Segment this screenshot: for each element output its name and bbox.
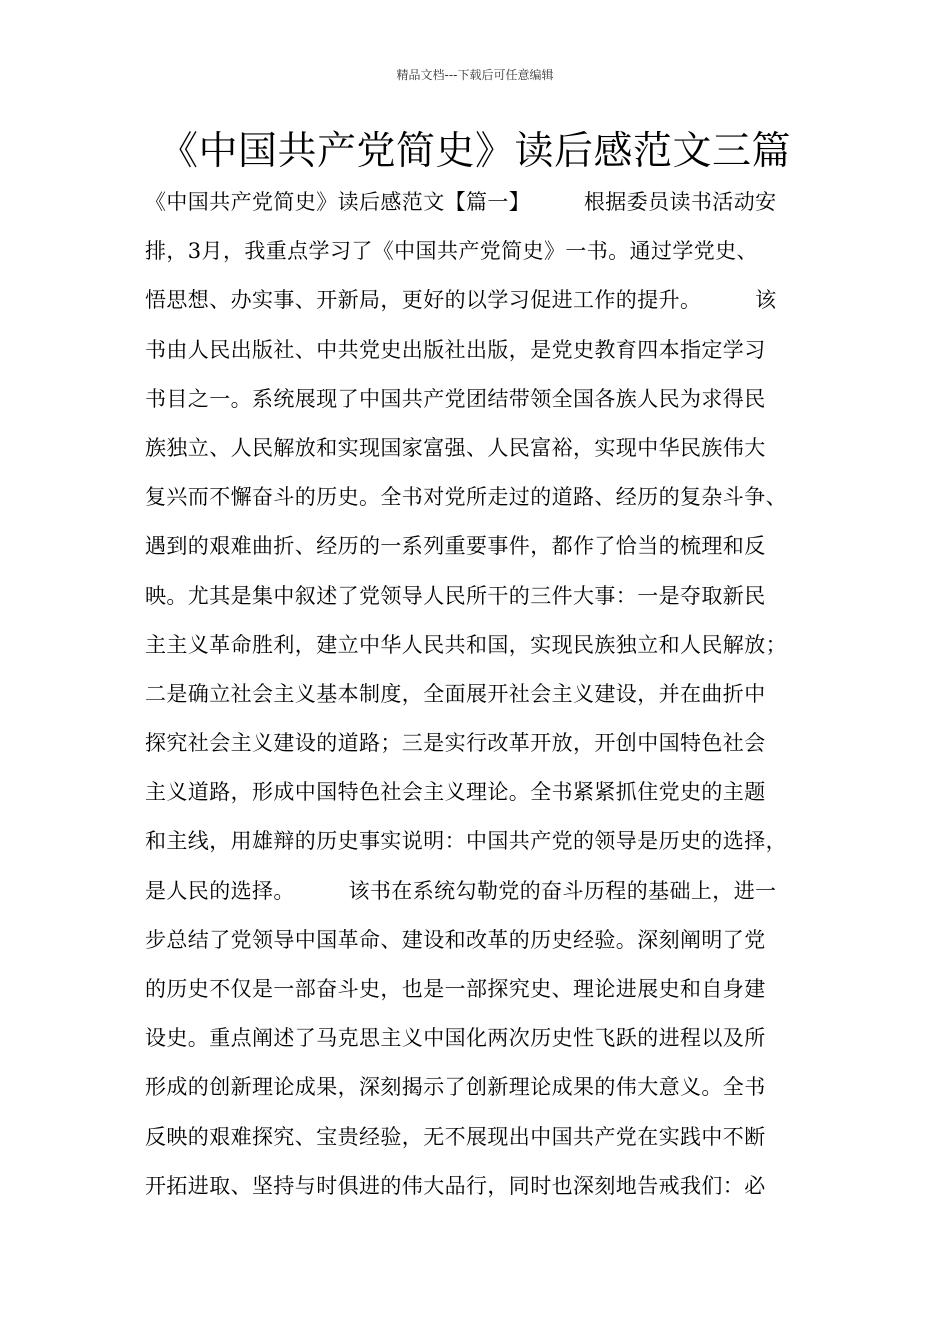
body-line: 书由人民出版社、中共党史出版社出版，是党史教育四本指定学习	[145, 337, 766, 362]
body-line: 反映的艰难探究、宝贵经验，无不展现出中国共产党在实践中不断	[145, 1124, 766, 1149]
body-line: 设史。重点阐述了马克思主义中国化两次历史性飞跃的进程以及所	[145, 1026, 766, 1051]
body-line: 的历史不仅是一部奋斗史，也是一部探究史、理论进展史和自身建	[145, 977, 766, 1001]
body-line: 遇到的艰难曲折、经历的一系列重要事件，都作了恰当的梳理和反	[145, 534, 766, 559]
body-line: 步总结了党领导中国革命、建设和改革的历史经验。深刻阐明了党	[145, 927, 766, 952]
body-line: 和主线，用雄辩的历史事实说明：中国共产党的领导是历史的选择，	[145, 829, 787, 854]
body-line: 排，3月，我重点学习了《中国共产党简史》一书。通过学党史、	[145, 239, 758, 264]
body-line: 书目之一。系统展现了中国共产党团结带领全国各族人民为求得民	[145, 386, 766, 411]
body-line: 悟思想、办实事、开新局，更好的以学习促进工作的提升。 该	[145, 288, 777, 313]
body-line: 二是确立社会主义基本制度，全面展开社会主义建设，并在曲折中	[145, 681, 766, 706]
body-line: 形成的创新理论成果，深刻揭示了创新理论成果的伟大意义。全书	[145, 1075, 766, 1100]
body-line: 开拓进取、坚持与时俱进的伟大品行，同时也深刻地告戒我们：必	[145, 1173, 766, 1198]
body-line: 主主义革命胜利，建立中华人民共和国，实现民族独立和人民解放；	[145, 632, 787, 657]
body-line: 是人民的选择。 该书在系统勾勒党的奋斗历程的基础上，进一	[145, 878, 777, 903]
body-line: 《中国共产党简史》读后感范文【篇一】 根据委员读书活动安	[145, 190, 777, 214]
document-title: 《中国共产党简史》读后感范文三篇	[158, 129, 791, 174]
page-header: 精品文档---下载后可任意编辑	[396, 68, 554, 82]
body-line: 主义道路，形成中国特色社会主义理论。全书紧紧抓住党史的主题	[145, 780, 766, 805]
document-body	[145, 178, 825, 1211]
body-line: 复兴而不懈奋斗的历史。全书对党所走过的道路、经历的复杂斗争、	[145, 485, 787, 510]
body-line: 映。尤其是集中叙述了党领导人民所干的三件大事：一是夺取新民	[145, 583, 766, 608]
body-line: 探究社会主义建设的道路；三是实行改革开放，开创中国特色社会	[145, 731, 766, 756]
body-line: 族独立、人民解放和实现国家富强、人民富裕，实现中华民族伟大	[145, 435, 766, 460]
